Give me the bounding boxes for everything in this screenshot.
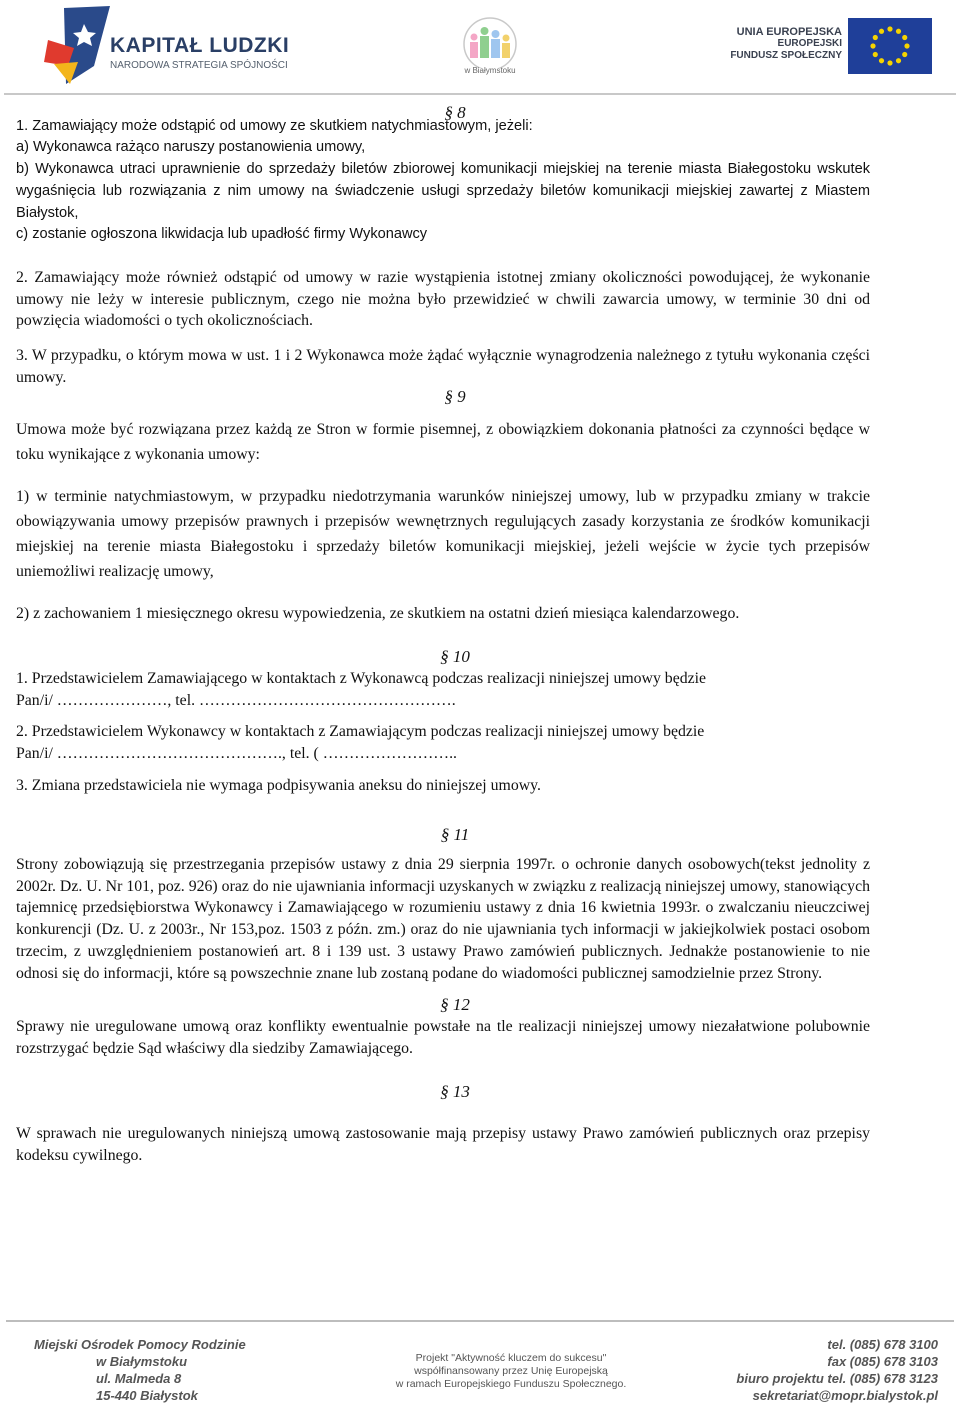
eu-title: UNIA EUROPEJSKA — [736, 26, 842, 38]
s8-point-1c: c) zostanie ogłoszona likwidacja lub upadłość firmy Wykonawcy — [16, 226, 428, 243]
section-title-10: § 10 — [440, 647, 470, 667]
eu-star-icon — [887, 60, 892, 65]
footer-org-city: w Białymstoku — [96, 1354, 188, 1369]
footer-org-name: Miejski Ośrodek Pomocy Rodzinie — [34, 1337, 246, 1352]
s12-text: Sprawy nie uregulowane umową oraz konflikty ewentualnie powstałe na tle realizacji niniejszej umowy niezałatwione polubownie rozstrzygać będzie Sąd właściwy dla siedziby Zamawiającego. — [16, 1017, 870, 1057]
eu-star-icon — [873, 52, 878, 57]
eu-star-icon — [870, 43, 875, 48]
s9-intro: Umowa może być rozwiązana przez każdą ze Stron w formie pisemnej, z obowiązkiem dokonania płatności za czynności będące w toku wynikające z wykonania umowy: — [16, 421, 870, 464]
s8-point-2: 2. Zamawiający może również odstąpić od umowy w razie wystąpienia istotnej zmiany okoliczności powodującej, że wykonanie umowy nie leży w interesie publicznym, czego nie można było przewidzieć w chwili zawarcia umowy, w terminie 30 dni od powzięcia wiadomości o tych okolicznościach. — [16, 268, 870, 330]
footer-postcode: 15-440 Białystok — [96, 1388, 198, 1403]
footer-street: ul. Malmeda 8 — [96, 1371, 182, 1386]
eu-logo — [726, 16, 936, 76]
s10-point-1-contact: Pan/i/ …………………, tel. …………………………………………. — [16, 691, 456, 709]
mopr-logo-text: w Białymstoku — [464, 66, 516, 75]
footer-fax: fax (085) 678 3103 — [827, 1354, 938, 1369]
s10-point-1: 1. Przedstawicielem Zamawiającego w kontaktach z Wykonawcą podczas realizacji niniejszej umowy będzie — [16, 669, 707, 687]
eu-star-icon — [879, 29, 884, 34]
eu-star-icon — [896, 58, 901, 63]
eu-star-icon — [904, 43, 909, 48]
header-divider — [4, 93, 956, 95]
s13-text: W sprawach nie uregulowanych niniejszą umową zastosowanie mają przepisy ustawy Prawo zamówień publicznych oraz przepisy kodeksu cywilnego. — [16, 1125, 870, 1164]
eu-flag-icon — [848, 18, 932, 74]
s8-point-3: 3. W przypadku, o którym mowa w ust. 1 i 2 Wykonawca może żądać wyłącznie wynagrodzenia należnego z tytułu wykonania części umowy. — [16, 347, 870, 386]
mopr-emblem-icon — [436, 12, 544, 68]
s9-point-1: 1) w terminie natychmiastowym, w przypadku niedotrzymania warunków niniejszej umowy, lub w przypadku zmiany w trakcie obowiązywania umowy przepisów prawnych i przepisów wewnętrznych regulujących zasady korzystania ze środków komunikacji miejskiej na terenie miasta Białegostoku i sprzedaży biletów komunikacji miejskiej, jeżeli wejście w życie tych przepisów uniemożliwi realizację umowy, — [16, 488, 870, 581]
mopr-logo — [436, 12, 544, 78]
eu-star-icon — [879, 58, 884, 63]
footer-project-phone: biuro projektu tel. (085) 678 3123 — [736, 1371, 938, 1386]
s8-point-1: 1. Zamawiający może odstąpić od umowy ze skutkiem natychmiastowym, jeżeli: — [16, 117, 533, 134]
footer-phone: tel. (085) 678 3100 — [827, 1337, 938, 1352]
page-header — [0, 0, 960, 96]
eu-star-icon — [902, 35, 907, 40]
section-title-9: § 9 — [444, 387, 466, 407]
s10-point-2-contact: Pan/i/ ……………………………………., tel. ( …………………….. — [16, 744, 457, 762]
footer-project-info — [376, 1352, 646, 1391]
footer-project-line-1: Projekt "Aktywność kluczem do sukcesu" — [415, 1352, 607, 1364]
s8-point-1b: b) Wykonawca utraci uprawnienie do sprzedaży biletów zbiorowej komunikacji miejskiej na terenie miasta Białegostoku wskutek wygaśnięcia lub rozwiązania z nim umowy na świadczenie usługi sprzedaży biletów komunikacji miejskiej zawartej z Miastem Białystok, — [16, 161, 870, 221]
eu-star-icon — [896, 29, 901, 34]
s10-point-3: 3. Zmiana przedstawiciela nie wymaga podpisywania aneksu do niniejszej umowy. — [16, 776, 541, 794]
s10-point-2: 2. Przedstawicielem Wykonawcy w kontaktach z Zamawiającym podczas realizacji niniejszej umowy będzie — [16, 723, 705, 741]
kapital-ludzki-title: KAPITAŁ LUDZKI — [110, 34, 290, 57]
kapital-ludzki-emblem-icon — [44, 6, 112, 86]
eu-star-icon — [902, 52, 907, 57]
footer-project-line-2: współfinansowany przez Unię Europejską — [414, 1365, 608, 1377]
kapital-ludzki-subtitle: NARODOWA STRATEGIA SPÓJNOŚCI — [110, 60, 288, 71]
section-title-8: § 8 — [444, 103, 466, 122]
eu-star-icon — [873, 35, 878, 40]
footer-contact — [736, 1336, 938, 1404]
section-title-12: § 12 — [440, 995, 470, 1015]
eu-subtitle-1: EUROPEJSKI — [777, 38, 842, 49]
s11-text: Strony zobowiązują się przestrzegania przepisów ustawy z dnia 29 sierpnia 1997r. o ochronie danych osobowych(tekst jednolity z 2002r. Dz. U. Nr 101, poz. 926) oraz do nie ujawniania informacji uzyskanych w związku z realizacją niniejszej umowy, stanowiących tajemnicę przedsiębiorstwa Wykonawcy i Zamawiającego w rozumieniu ustawy z dnia 16 kwietnia 1993r. o zwalczaniu nieuczciwej konkurencji (Dz. U. z 2003r., Nr 153,poz. 1503 z późn. zm.) oraz do nie ujawniania tych informacji w jakiejkolwiek postaci osobom trzecim, z uwzględnieniem postanowień art. 8 i 139 ust. 3 ustawy Prawo zamówień publicznych. Jednakże postanowienie to nie odnosi się do informacji, które są powszechnie znane lub zostaną podane do wiadomości publicznej samodzielnie przez Strony. — [16, 856, 870, 982]
kapital-ludzki-logo — [40, 6, 300, 88]
footer-email: sekretariat@mopr.bialystok.pl — [752, 1388, 938, 1403]
section-title-13: § 13 — [440, 1082, 470, 1102]
section-title-11: § 11 — [440, 825, 470, 845]
footer-divider — [6, 1320, 954, 1322]
footer-project-line-3: w ramach Europejskiego Funduszu Społecznego. — [395, 1378, 627, 1390]
document-body — [16, 100, 870, 1167]
footer-address — [34, 1336, 246, 1404]
eu-subtitle-2: FUNDUSZ SPOŁECZNY — [730, 50, 842, 61]
eu-star-icon — [887, 26, 892, 31]
s9-point-2: 2) z zachowaniem 1 miesięcznego okresu wypowiedzenia, ze skutkiem na ostatni dzień miesiąca kalendarzowego. — [16, 605, 740, 623]
page-footer — [0, 1320, 960, 1406]
s8-point-1a: a) Wykonawca rażąco naruszy postanowienia umowy, — [16, 139, 366, 156]
